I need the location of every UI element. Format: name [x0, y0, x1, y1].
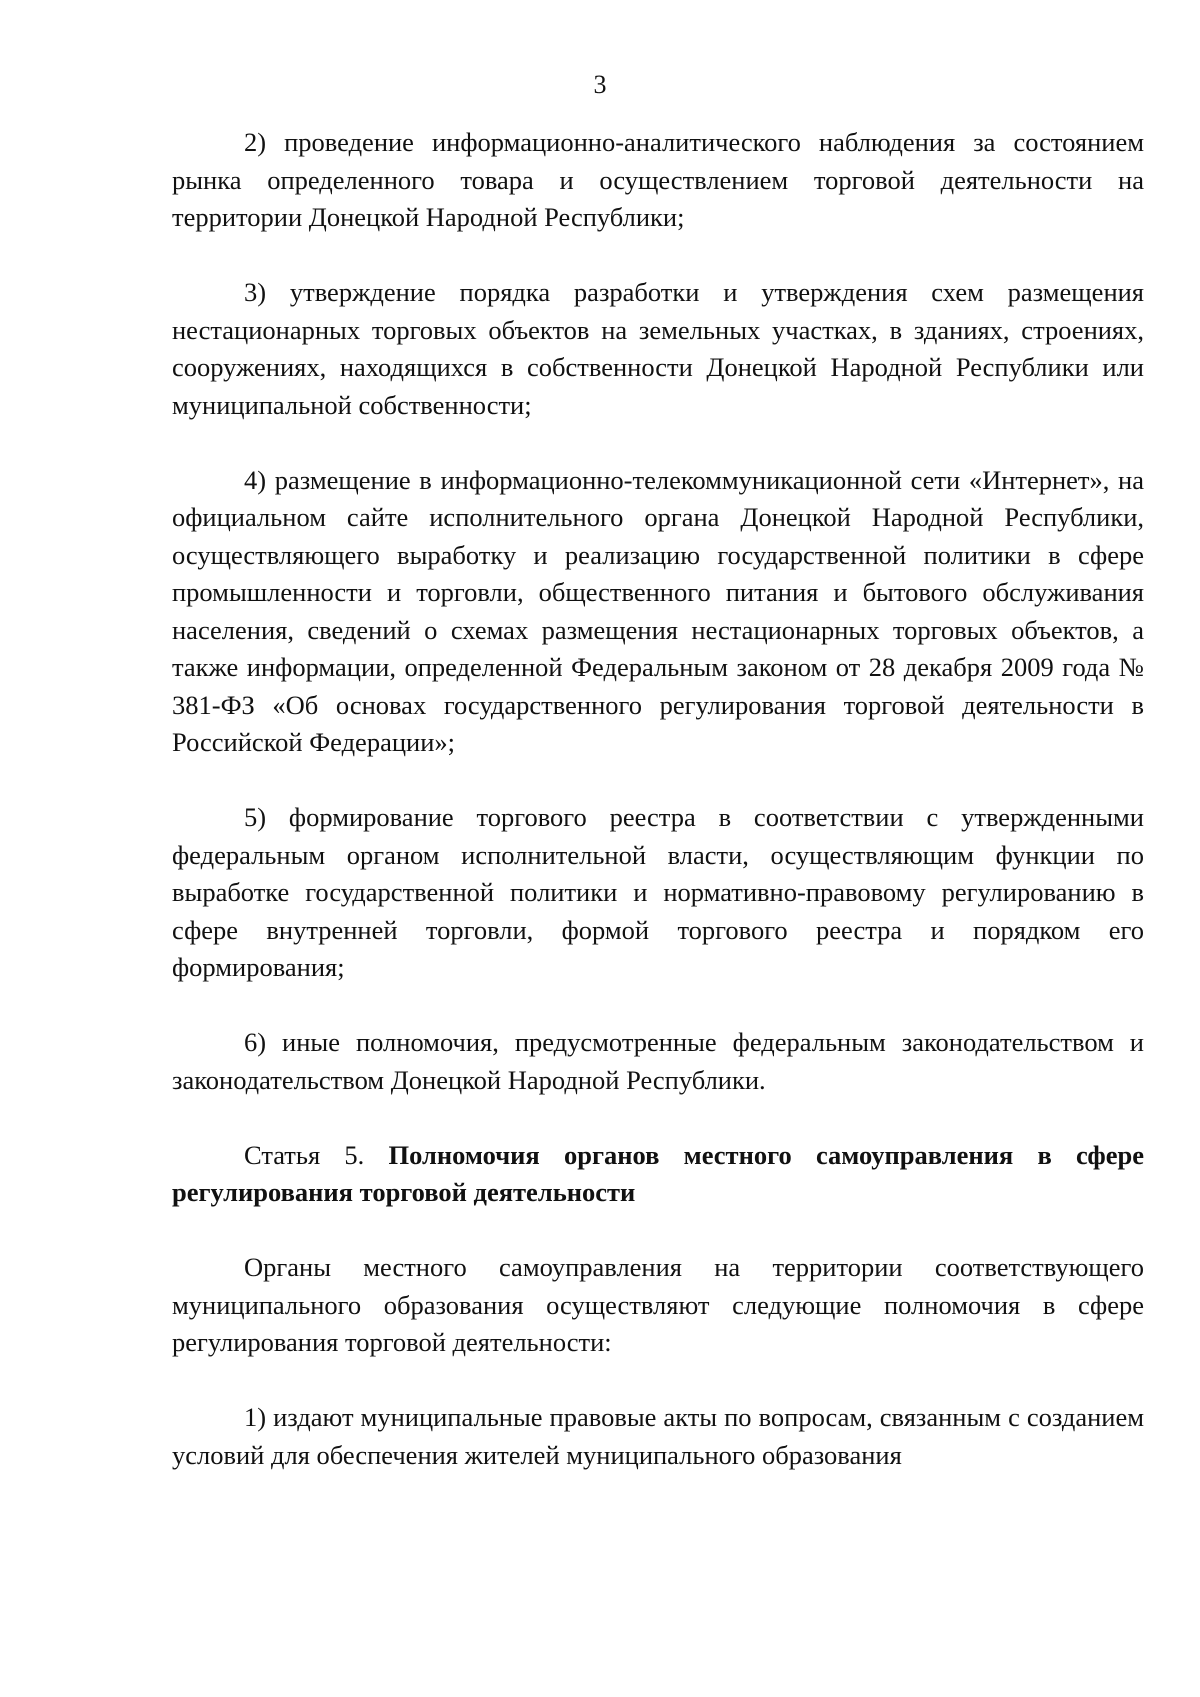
article-intro-paragraph: Органы местного самоуправления на территории соответствующего муниципального образования осуществляют следующие полномочия в сфере регулирования торговой деятельности:: [172, 1252, 1144, 1357]
document-body: [172, 124, 1144, 1474]
page-number: 3: [593, 70, 607, 99]
article-heading: [172, 1137, 1144, 1212]
article-title: Полномочия органов местного самоуправления в сфере регулирования торговой деятельности: [172, 1139, 1145, 1207]
paragraph-item-6: 6) иные полномочия, предусмотренные федеральным законодательством и законодательством Донецкой Народной Республики.: [172, 1027, 1144, 1095]
article-prefix: Статья 5.: [244, 1139, 365, 1170]
paragraph-item-4: 4) размещение в информационно-телекоммуникационной сети «Интернет», на официальном сайте исполнительного органа Донецкой Народной Республики, осуществляющего выработку и реализацию государственной политики в сфере промышленности и торговли, общественного питания и бытового обслуживания населения, сведений о схемах размещения нестационарных торговых объектов, а также информации, определенной Федеральным законом от 28 декабря 2009 года № 381-ФЗ «Об основах государственного регулирования торговой деятельности в Российской Федерации»;: [172, 464, 1144, 757]
paragraph-item-3: 3) утверждение порядка разработки и утверждения схем размещения нестационарных торговых объектов на земельных участках, в зданиях, строениях, сооружениях, находящихся в собственности Донецкой Народной Республики или муниципальной собственности;: [172, 277, 1144, 420]
paragraph-item-5: 5) формирование торгового реестра в соответствии с утвержденными федеральным органом исполнительной власти, осуществляющим функции по выработке государственной политики и нормативно-правовому регулированию в сфере внутренней торговли, формой торгового реестра и порядком его формирования;: [172, 802, 1144, 982]
article-item-1: 1) издают муниципальные правовые акты по вопросам, связанным с созданием условий для обеспечения жителей муниципального образования: [172, 1402, 1144, 1470]
paragraph-item-2: 2) проведение информационно-аналитического наблюдения за состоянием рынка определенного товара и осуществлением торговой деятельности на территории Донецкой Народной Республики;: [172, 127, 1144, 232]
